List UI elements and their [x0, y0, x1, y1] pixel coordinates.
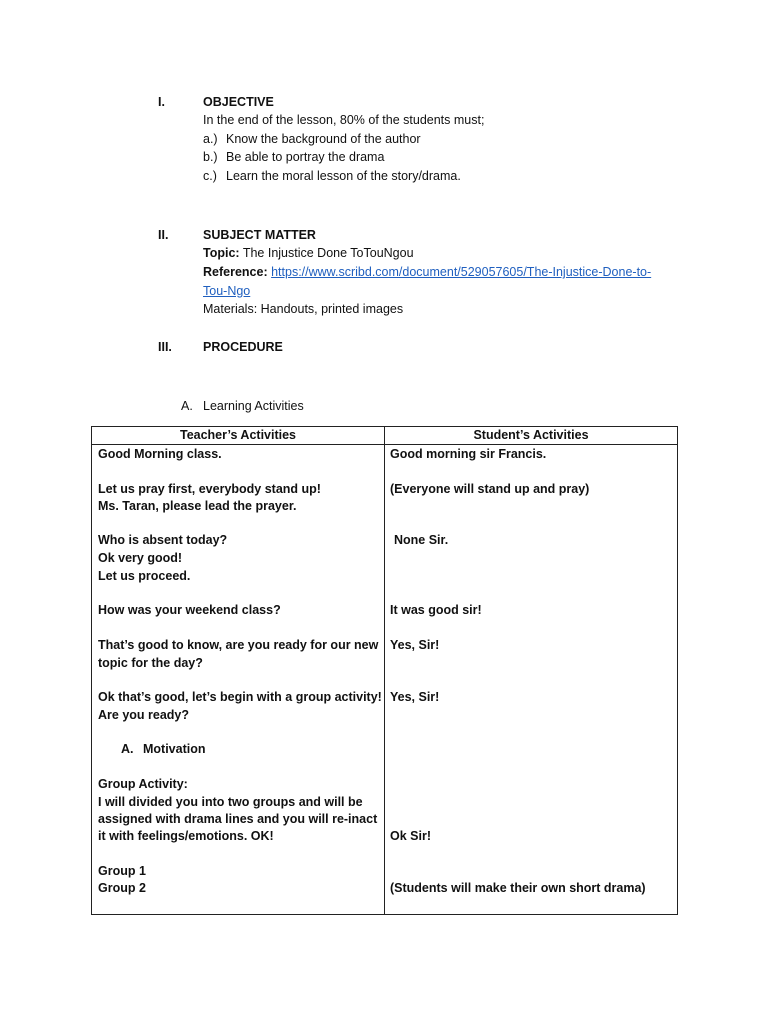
teacher-absent-3: Let us proceed.	[98, 569, 191, 583]
section-title-objective: OBJECTIVE	[203, 95, 274, 109]
topic-value: The Injustice Done ToTouNgou	[242, 246, 414, 260]
teacher-absent-1: Who is absent today?	[98, 533, 228, 547]
student-ok: Ok Sir!	[390, 829, 431, 843]
student-column-header: Student’s Activities	[473, 428, 589, 442]
student-drama: (Students will make their own short drama)	[390, 881, 646, 895]
teacher-greeting: Good Morning class.	[98, 447, 222, 461]
teacher-group-1: Ok that’s good, let’s begin with a group activity!	[98, 690, 382, 704]
group-activity-line-1: I will divided you into two groups and will be	[98, 795, 363, 809]
materials-line: Materials: Handouts, printed images	[203, 302, 404, 316]
reference-link[interactable]: https://www.scribd.com/document/529057605/The-Injustice-Done-to-	[271, 265, 652, 279]
section-numeral-subject-matter: II.	[158, 228, 169, 242]
header-divider	[92, 444, 677, 445]
student-group: Yes, Sir!	[390, 690, 440, 704]
topic-line	[203, 246, 414, 260]
reference-line-2	[203, 284, 250, 298]
objective-item-b	[203, 150, 384, 164]
teacher-ready-2: topic for the day?	[98, 656, 203, 670]
teacher-pray-1: Let us pray first, everybody stand up!	[98, 482, 321, 496]
group-1: Group 1	[98, 864, 146, 878]
student-absent: None Sir.	[394, 533, 449, 547]
learning-activities-label: A.	[181, 399, 193, 413]
section-numeral-objective: I.	[158, 95, 165, 109]
column-divider	[384, 427, 385, 914]
teacher-column-header: Teacher’s Activities	[179, 428, 297, 442]
group-2: Group 2	[98, 881, 146, 895]
group-activity-line-2: assigned with drama lines and you will re-inact	[98, 812, 378, 826]
objective-item-text: Know the background of the author	[226, 132, 421, 146]
reference-label: Reference:	[203, 265, 268, 279]
student-weekend: It was good sir!	[390, 603, 482, 617]
section-numeral-procedure: III.	[158, 340, 172, 354]
activities-table	[91, 426, 678, 915]
motivation-label: A.	[121, 742, 134, 756]
teacher-ready-1: That’s good to know, are you ready for our new	[98, 638, 379, 652]
reference-link-continued[interactable]: Tou-Ngo	[203, 284, 251, 298]
objective-item-label: b.)	[203, 150, 218, 164]
objective-intro: In the end of the lesson, 80% of the students must;	[203, 113, 485, 127]
section-title-subject-matter: SUBJECT MATTER	[203, 228, 316, 242]
reference-line	[203, 265, 651, 279]
motivation-heading: Motivation	[143, 742, 206, 756]
student-pray: (Everyone will stand up and pray)	[390, 482, 590, 496]
teacher-group-2: Are you ready?	[98, 708, 190, 722]
teacher-pray-2: Ms. Taran, please lead the prayer.	[98, 499, 297, 513]
student-greeting: Good morning sir Francis.	[390, 447, 547, 461]
learning-activities-title: Learning Activities	[203, 399, 304, 413]
section-title-procedure: PROCEDURE	[203, 340, 283, 354]
group-activity-title: Group Activity:	[98, 777, 188, 791]
objective-item-label: a.)	[203, 132, 218, 146]
student-ready: Yes, Sir!	[390, 638, 440, 652]
objective-item-c	[203, 169, 461, 183]
objective-item-a	[203, 132, 421, 146]
teacher-absent-2: Ok very good!	[98, 551, 183, 565]
teacher-weekend: How was your weekend class?	[98, 603, 281, 617]
topic-label: Topic:	[203, 246, 240, 260]
objective-item-text: Be able to portray the drama	[226, 150, 385, 164]
objective-item-text: Learn the moral lesson of the story/drama.	[226, 169, 461, 183]
objective-item-label: c.)	[203, 169, 217, 183]
group-activity-line-3: it with feelings/emotions. OK!	[98, 829, 274, 843]
